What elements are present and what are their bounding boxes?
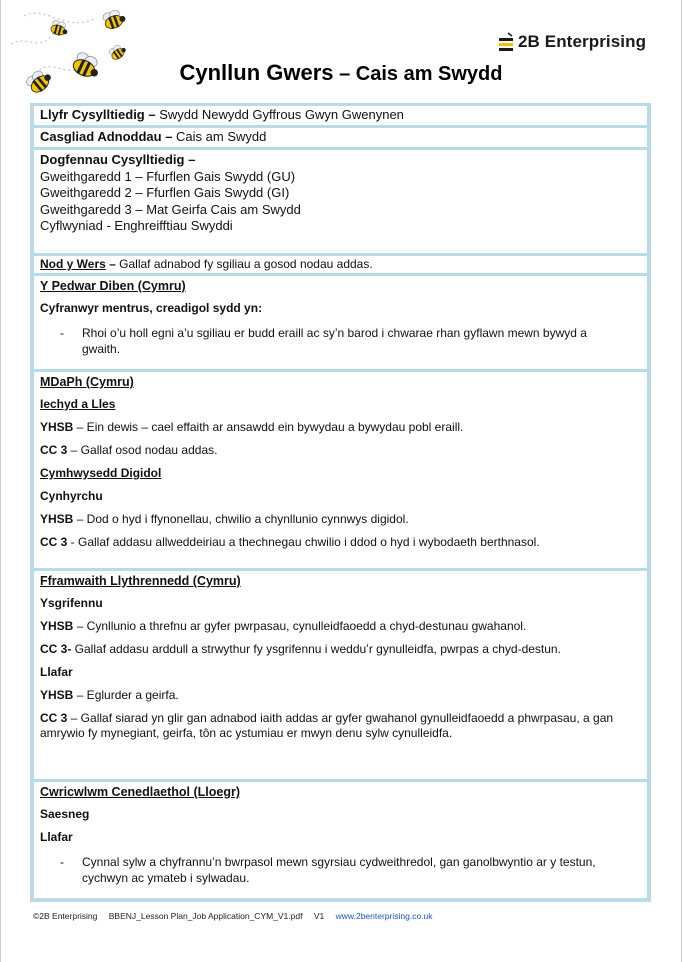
lesson-aim-row: Nod y Wers – Gallaf adnabod fy sgiliau a gosod nodau addas. — [34, 256, 647, 273]
footer-filename: BBENJ_Lesson Plan_Job Application_CYM_V1.pdf — [108, 911, 303, 921]
section-subheading: Cyfranwyr mentrus, creadigol sydd yn: — [40, 301, 263, 315]
statement-row: CC 3 - Gallaf addasu allweddeiriau a thechnegau chwilio i ddod o hyd i wybodaeth berthnasol. — [40, 535, 540, 549]
national-curriculum-section — [34, 782, 647, 898]
logo-bee-mark-icon — [498, 32, 516, 52]
document-item: Gweithgaredd 3 – Mat Geirfa Cais am Swydd — [40, 201, 301, 217]
document-item: Cyflwyniad - Enghreifftiau Swyddi — [40, 218, 233, 233]
document-item: Gweithgaredd 2 – Ffurflen Gais Swydd (GI) — [40, 185, 290, 200]
section-heading: Y Pedwar Diben (Cymru) — [40, 279, 186, 293]
sub-heading: Ysgrifennu — [40, 596, 103, 610]
section-heading: Fframwaith Llythrennedd (Cymru) — [40, 574, 241, 588]
document-item: Gweithgaredd 1 – Ffurflen Gais Swydd (GU) — [40, 168, 296, 184]
four-purposes-section — [34, 276, 647, 369]
sub-heading: Llafar — [40, 665, 73, 679]
linked-documents-row: Dogfennau Cysylltiedig – Gweithgaredd 1 – Ffurflen Gais Swydd (GU) Gweithgaredd 2 – Ffurflen Gais Swydd (GI) Gweithgaredd 3 – Mat Geirfa Cais am Swydd Cyflwyniad - Enghreifftiau Swyddi — [34, 150, 647, 253]
linked-book-row: Llyfr Cysylltiedig – Swydd Newydd Gyffrous Gwyn Gwenynen — [34, 106, 647, 125]
footer-copyright: ©2B Enterprising — [33, 911, 98, 921]
brand-logo — [498, 30, 646, 54]
statement-row: CC 3 – Gallaf siarad yn glir gan adnabod iaith addas ar gyfer gwahanol gynulleidfaoedd a phwrpasau, a gan amrywio fy mynegiant, geirfa, tôn ac ystumiau er mwyn denu sylw cynulleidfa. — [40, 711, 614, 740]
sub-heading: Llafar — [40, 830, 73, 844]
literacy-framework-section — [34, 571, 647, 779]
statement-row: YHSB – Eglurder a geirfa. — [40, 688, 179, 702]
bee-icon — [102, 8, 128, 31]
bees-decoration — [6, 4, 156, 102]
page-title: Cynllun Gwers – Cais am Swydd — [179, 60, 503, 85]
statement-row: YHSB – Ein dewis – cael effaith ar ansawdd ein bywydau a bywydau pobl eraill. — [40, 420, 464, 434]
statement-row: CC 3 – Gallaf osod nodau addas. — [40, 443, 218, 457]
footer-website-link[interactable]: www.2benterprising.co.uk — [335, 911, 433, 921]
footer-version: V1 — [313, 911, 325, 921]
section-heading: Cwricwlwm Cenedlaethol (Lloegr) — [40, 785, 241, 799]
mdaph-section — [34, 372, 647, 568]
list-item: - Cynnal sylw a chyfrannu’n bwrpasol mewn sgyrsiau cydweithredol, gan ganolbwyntio ar y testun, cychwyn ac ymateb i sylwadau. — [60, 855, 596, 885]
sub-heading: Saesneg — [40, 807, 90, 821]
statement-row: YHSB – Cynllunio a threfnu ar gyfer pwrpasau, cynulleidfaoedd a chyd-destunau gwahanol. — [40, 619, 527, 633]
sub-heading: Cymhwysedd Digidol — [40, 466, 162, 480]
page-footer — [33, 911, 442, 921]
lesson-plan-table — [30, 103, 651, 902]
statement-row: CC 3- Gallaf addasu arddull a strwythur fy ysgrifennu i weddu’r gynulleidfa, pwrpas a chyd-destun. — [40, 642, 561, 656]
resource-collection-row: Casgliad Adnoddau – Cais am Swydd — [34, 128, 647, 147]
list-item: - Rhoi o’u holl egni a’u sgiliau er budd eraill ac sy’n barod i chwarae rhan gyflawn mewn bywyd a gwaith. — [60, 326, 587, 356]
statement-row: YHSB – Dod o hyd i ffynonellau, chwilio a chynllunio cynnwys digidol. — [40, 512, 409, 526]
bee-icon — [108, 42, 128, 61]
logo-text: 2B Enterprising — [518, 32, 647, 51]
sub-heading: Iechyd a Lles — [40, 397, 116, 411]
sub-heading: Cynhyrchu — [40, 489, 103, 503]
section-heading: MDaPh (Cymru) — [40, 375, 134, 389]
